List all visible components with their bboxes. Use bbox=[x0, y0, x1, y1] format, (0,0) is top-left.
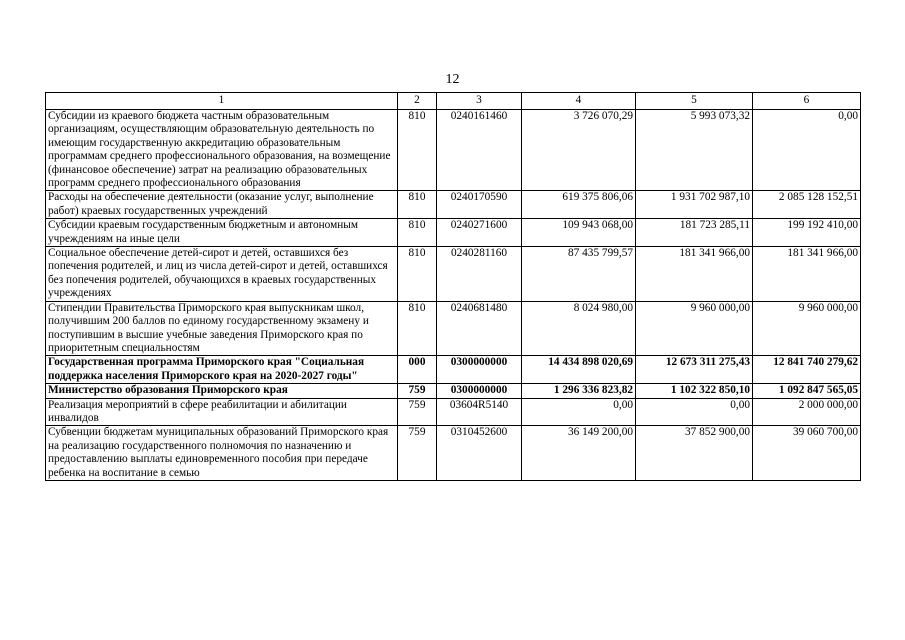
row-amount-2: 0,00 bbox=[636, 398, 753, 426]
table-row bbox=[46, 247, 861, 302]
row-code: 810 bbox=[398, 219, 437, 247]
row-amount-1: 0,00 bbox=[522, 398, 636, 426]
row-amount-2: 5 993 073,32 bbox=[636, 110, 753, 191]
table-row bbox=[46, 110, 861, 191]
row-amount-3: 12 841 740 279,62 bbox=[753, 356, 861, 384]
row-code: 810 bbox=[398, 301, 437, 356]
row-name: Государственная программа Приморского края "Социальная поддержка населения Приморского края на 2020-2027 годы" bbox=[46, 356, 398, 384]
column-header-amount-3: 6 bbox=[753, 93, 861, 110]
row-code: 759 bbox=[398, 426, 437, 481]
table-row-ministry bbox=[46, 384, 861, 398]
row-csr: 0240170590 bbox=[437, 191, 522, 219]
row-amount-3: 2 000 000,00 bbox=[753, 398, 861, 426]
row-amount-2: 1 102 322 850,10 bbox=[636, 384, 753, 398]
row-name: Расходы на обеспечение деятельности (оказание услуг, выполнение работ) краевых государственных учреждений bbox=[46, 191, 398, 219]
row-amount-1: 619 375 806,06 bbox=[522, 191, 636, 219]
row-csr: 0240681480 bbox=[437, 301, 522, 356]
row-amount-3: 1 092 847 565,05 bbox=[753, 384, 861, 398]
page-number: 12 bbox=[445, 72, 460, 87]
row-name: Реализация мероприятий в сфере реабилитации и абилитации инвалидов bbox=[46, 398, 398, 426]
row-amount-1: 1 296 336 823,82 bbox=[522, 384, 636, 398]
row-amount-2: 9 960 000,00 bbox=[636, 301, 753, 356]
row-amount-3: 199 192 410,00 bbox=[753, 219, 861, 247]
row-code: 000 bbox=[398, 356, 437, 384]
row-amount-3: 9 960 000,00 bbox=[753, 301, 861, 356]
row-name: Субсидии краевым государственным бюджетным и автономным учреждениям на иные цели bbox=[46, 219, 398, 247]
row-code: 810 bbox=[398, 191, 437, 219]
row-csr: 0310452600 bbox=[437, 426, 522, 481]
header-row bbox=[46, 93, 861, 110]
row-amount-2: 181 341 966,00 bbox=[636, 247, 753, 302]
column-header-amount-2: 5 bbox=[636, 93, 753, 110]
column-header-name: 1 bbox=[46, 93, 398, 110]
row-amount-3: 2 085 128 152,51 bbox=[753, 191, 861, 219]
row-amount-1: 8 024 980,00 bbox=[522, 301, 636, 356]
row-amount-1: 36 149 200,00 bbox=[522, 426, 636, 481]
column-header-csr: 3 bbox=[437, 93, 522, 110]
table-row bbox=[46, 301, 861, 356]
row-code: 810 bbox=[398, 110, 437, 191]
row-amount-2: 1 931 702 987,10 bbox=[636, 191, 753, 219]
row-amount-1: 3 726 070,29 bbox=[522, 110, 636, 191]
row-name: Субсидии из краевого бюджета частным образовательным организациям, осуществляющим образовательную деятельность по имеющим государственную аккредитацию образовательным программам среднего профессионального образования, на возмещение (финансовое обеспечение) затрат на реализацию образовательных программ среднего профессионального образования bbox=[46, 110, 398, 191]
row-csr: 0300000000 bbox=[437, 384, 522, 398]
column-header-amount-1: 4 bbox=[522, 93, 636, 110]
row-csr: 0300000000 bbox=[437, 356, 522, 384]
table-row bbox=[46, 191, 861, 219]
row-csr: 0240271600 bbox=[437, 219, 522, 247]
row-amount-2: 12 673 311 275,43 bbox=[636, 356, 753, 384]
table-row-program bbox=[46, 356, 861, 384]
table-row bbox=[46, 219, 861, 247]
row-csr: 0240281160 bbox=[437, 247, 522, 302]
row-code: 759 bbox=[398, 398, 437, 426]
column-header-code: 2 bbox=[398, 93, 437, 110]
row-name: Субвенции бюджетам муниципальных образований Приморского края на реализацию государственного полномочия по назначению и предоставлению выплаты единовременного пособия при передаче ребенка на воспитание в семью bbox=[46, 426, 398, 481]
table-row bbox=[46, 426, 861, 481]
row-amount-3: 0,00 bbox=[753, 110, 861, 191]
row-amount-2: 181 723 285,11 bbox=[636, 219, 753, 247]
row-name: Министерство образования Приморского края bbox=[46, 384, 398, 398]
budget-table bbox=[45, 92, 861, 481]
table-row bbox=[46, 398, 861, 426]
row-amount-3: 39 060 700,00 bbox=[753, 426, 861, 481]
row-amount-1: 109 943 068,00 bbox=[522, 219, 636, 247]
row-name: Стипендии Правительства Приморского края выпускникам школ, получившим 200 баллов по единому государственному экзамену и поступившим в высшие учебные заведения Приморского края по приоритетным специальностям bbox=[46, 301, 398, 356]
row-csr: 03604R5140 bbox=[437, 398, 522, 426]
row-amount-1: 14 434 898 020,69 bbox=[522, 356, 636, 384]
row-amount-2: 37 852 900,00 bbox=[636, 426, 753, 481]
row-code: 759 bbox=[398, 384, 437, 398]
row-csr: 0240161460 bbox=[437, 110, 522, 191]
row-name: Социальное обеспечение детей-сирот и детей, оставшихся без попечения родителей, и лиц из числа детей-сирот и детей, оставшихся без попечения родителей, обучающихся в краевых государственных учреждениях bbox=[46, 247, 398, 302]
row-code: 810 bbox=[398, 247, 437, 302]
row-amount-3: 181 341 966,00 bbox=[753, 247, 861, 302]
row-amount-1: 87 435 799,57 bbox=[522, 247, 636, 302]
